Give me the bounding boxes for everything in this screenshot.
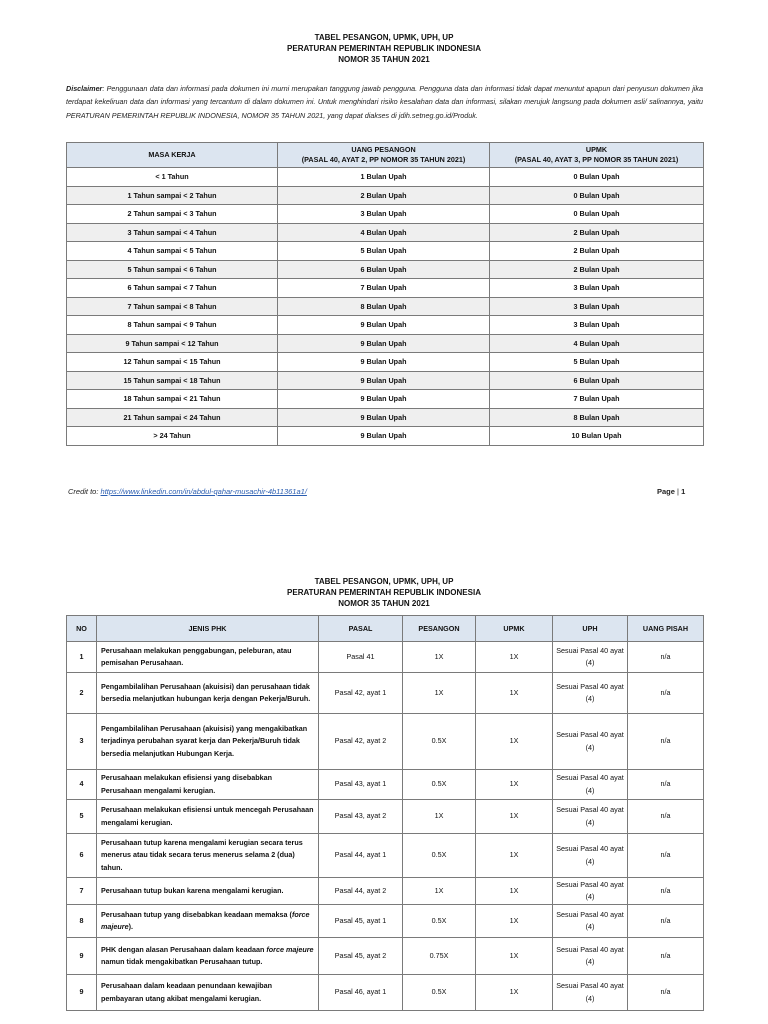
table-row <box>67 408 704 427</box>
cell-jenis-phk: Perusahaan melakukan penggabungan, peleburan, atau pemisahan Perusahaan. <box>97 642 319 673</box>
cell-upmk: 1X <box>476 878 553 905</box>
title-line: NOMOR 35 TAHUN 2021 <box>338 599 430 608</box>
table-row <box>67 186 704 205</box>
cell-masa: 2 Tahun sampai < 3 Tahun <box>67 205 278 224</box>
cell-upmk: 2 Bulan Upah <box>490 260 704 279</box>
cell-pesangon: 0.5X <box>403 834 476 878</box>
cell-pesangon: 0.5X <box>403 770 476 800</box>
disclaimer <box>66 82 703 122</box>
table-row <box>67 334 704 353</box>
cell-jenis-phk: Perusahaan tutup bukan karena mengalami kerugian. <box>97 878 319 905</box>
header-line: (PASAL 40, AYAT 2, PP NOMOR 35 TAHUN 2021) <box>301 155 466 164</box>
jenis-phk-table <box>66 615 704 1011</box>
table-row <box>67 834 704 878</box>
cell-uph: Sesuai Pasal 40 ayat (4) <box>553 905 628 938</box>
cell-masa: 6 Tahun sampai < 7 Tahun <box>67 279 278 298</box>
table-row <box>67 297 704 316</box>
cell-pasal: Pasal 42, ayat 2 <box>319 714 403 770</box>
cell-uang-pisah: n/a <box>628 905 704 938</box>
table-row <box>67 938 704 975</box>
cell-pesangon: 7 Bulan Upah <box>278 279 490 298</box>
cell-jenis-phk: Perusahaan melakukan efisiensi yang disebabkan Perusahaan mengalami kerugian. <box>97 770 319 800</box>
cell-uang-pisah: n/a <box>628 642 704 673</box>
header-upmk <box>490 143 704 168</box>
jenis-text: PHK dengan alasan Perusahaan dalam keadaan <box>101 944 267 954</box>
cell-no: 7 <box>67 878 97 905</box>
header-line: UANG PESANGON <box>351 145 416 154</box>
jenis-italic: force majeure <box>266 944 314 954</box>
cell-no: 9 <box>67 975 97 1011</box>
cell-jenis-phk: Perusahaan dalam keadaan penundaan kewajiban pembayaran utang akibat mengalami kerugian. <box>97 975 319 1011</box>
header-jenis-phk: JENIS PHK <box>97 616 319 642</box>
cell-upmk: 10 Bulan Upah <box>490 427 704 446</box>
cell-upmk: 3 Bulan Upah <box>490 297 704 316</box>
header-masa-kerja: MASA KERJA <box>67 143 278 168</box>
table-header-row <box>67 143 704 168</box>
cell-masa: < 1 Tahun <box>67 168 278 187</box>
cell-uph: Sesuai Pasal 40 ayat (4) <box>553 938 628 975</box>
cell-pesangon: 0.5X <box>403 975 476 1011</box>
cell-pesangon: 1X <box>403 642 476 673</box>
cell-masa: 18 Tahun sampai < 21 Tahun <box>67 390 278 409</box>
table-row <box>67 168 704 187</box>
disclaimer-text: : Penggunaan data dan informasi pada dokumen ini murni merupakan tanggung jawab pengguna. Pengguna data dan informasi tidak dapat menuntut apapun dari penyusun dokumen jika terdapat kekeliruan data dan informasi yang tercantum di dalam dokumen ini. Untuk menghindari risiko kesalahan data dan informasi, silakan merujuk langsung pada dokumen asli/ salinannya, yaitu PERATURAN PEMERINTAH REPUBLIK INDONESIA, NOMOR 35 TAHUN 2021, yang dapat diakses di jdih.setneg.go.id/Produk. <box>66 84 703 120</box>
cell-uph: Sesuai Pasal 40 ayat (4) <box>553 642 628 673</box>
disclaimer-label: Disclaimer <box>66 84 103 93</box>
table-row <box>67 427 704 446</box>
cell-no: 2 <box>67 673 97 714</box>
table-row <box>67 223 704 242</box>
cell-pesangon: 9 Bulan Upah <box>278 316 490 335</box>
jenis-text: ). <box>128 922 133 931</box>
credit-label: Credit to: <box>68 487 99 496</box>
cell-uph: Sesuai Pasal 40 ayat (4) <box>553 714 628 770</box>
cell-jenis-phk: Perusahaan melakukan efisiensi untuk mencegah Perusahaan mengalami kerugian. <box>97 800 319 834</box>
page-label: Page <box>657 487 675 496</box>
cell-pesangon: 8 Bulan Upah <box>278 297 490 316</box>
cell-uph: Sesuai Pasal 40 ayat (4) <box>553 975 628 1011</box>
cell-no: 1 <box>67 642 97 673</box>
cell-pesangon: 9 Bulan Upah <box>278 390 490 409</box>
cell-pasal: Pasal 44, ayat 2 <box>319 878 403 905</box>
cell-pesangon: 9 Bulan Upah <box>278 371 490 390</box>
cell-masa: 4 Tahun sampai < 5 Tahun <box>67 242 278 261</box>
cell-jenis-phk: Pengambilalihan Perusahaan (akuisisi) yang mengakibatkan terjadinya perubahan syarat kerja dan Pekerja/Buruh tidak bersedia melanjutkan Hubungan Kerja. <box>97 714 319 770</box>
cell-pesangon: 1 Bulan Upah <box>278 168 490 187</box>
cell-uang-pisah: n/a <box>628 878 704 905</box>
table-row <box>67 975 704 1011</box>
pesangon-upmk-table <box>66 142 704 446</box>
cell-uang-pisah: n/a <box>628 673 704 714</box>
header-uang-pesangon <box>278 143 490 168</box>
cell-masa: 15 Tahun sampai < 18 Tahun <box>67 371 278 390</box>
cell-upmk: 4 Bulan Upah <box>490 334 704 353</box>
cell-upmk: 2 Bulan Upah <box>490 242 704 261</box>
cell-no: 6 <box>67 834 97 878</box>
cell-no: 8 <box>67 905 97 938</box>
jenis-italic: force majeure <box>101 909 310 931</box>
table-row <box>67 390 704 409</box>
cell-upmk: 1X <box>476 800 553 834</box>
jenis-text: Perusahaan tutup yang disebabkan keadaan memaksa ( <box>101 909 292 919</box>
cell-uph: Sesuai Pasal 40 ayat (4) <box>553 770 628 800</box>
cell-uph: Sesuai Pasal 40 ayat (4) <box>553 878 628 905</box>
cell-upmk: 8 Bulan Upah <box>490 408 704 427</box>
header-pesangon: PESANGON <box>403 616 476 642</box>
cell-uang-pisah: n/a <box>628 834 704 878</box>
cell-upmk: 1X <box>476 770 553 800</box>
title-line: TABEL PESANGON, UPMK, UPH, UP <box>314 33 454 42</box>
cell-masa: 1 Tahun sampai < 2 Tahun <box>67 186 278 205</box>
cell-pasal: Pasal 43, ayat 1 <box>319 770 403 800</box>
cell-upmk: 1X <box>476 642 553 673</box>
table-row <box>67 279 704 298</box>
cell-uang-pisah: n/a <box>628 714 704 770</box>
table-row <box>67 714 704 770</box>
header-upmk: UPMK <box>476 616 553 642</box>
cell-upmk: 1X <box>476 673 553 714</box>
cell-masa: 5 Tahun sampai < 6 Tahun <box>67 260 278 279</box>
cell-upmk: 0 Bulan Upah <box>490 168 704 187</box>
cell-pasal: Pasal 41 <box>319 642 403 673</box>
header-line: (PASAL 40, AYAT 3, PP NOMOR 35 TAHUN 2021) <box>514 155 679 164</box>
cell-pasal: Pasal 43, ayat 2 <box>319 800 403 834</box>
table-row <box>67 260 704 279</box>
cell-upmk: 1X <box>476 975 553 1011</box>
cell-upmk: 1X <box>476 905 553 938</box>
table-row <box>67 800 704 834</box>
cell-pasal: Pasal 45, ayat 1 <box>319 905 403 938</box>
table-row <box>67 205 704 224</box>
title-line: PERATURAN PEMERINTAH REPUBLIK INDONESIA <box>287 44 481 53</box>
cell-masa: 7 Tahun sampai < 8 Tahun <box>67 297 278 316</box>
cell-upmk: 2 Bulan Upah <box>490 223 704 242</box>
cell-upmk: 3 Bulan Upah <box>490 279 704 298</box>
cell-no: 4 <box>67 770 97 800</box>
header-pasal: PASAL <box>319 616 403 642</box>
cell-pesangon: 9 Bulan Upah <box>278 427 490 446</box>
cell-upmk: 1X <box>476 834 553 878</box>
cell-pesangon: 1X <box>403 800 476 834</box>
cell-pesangon: 3 Bulan Upah <box>278 205 490 224</box>
cell-pesangon: 9 Bulan Upah <box>278 353 490 372</box>
cell-pesangon: 9 Bulan Upah <box>278 408 490 427</box>
cell-uph: Sesuai Pasal 40 ayat (4) <box>553 800 628 834</box>
title-line: PERATURAN PEMERINTAH REPUBLIK INDONESIA <box>287 588 481 597</box>
cell-pesangon: 6 Bulan Upah <box>278 260 490 279</box>
cell-pesangon: 1X <box>403 673 476 714</box>
table-row <box>67 878 704 905</box>
header-uang-pisah: UANG PISAH <box>628 616 704 642</box>
page-number <box>657 487 685 496</box>
cell-upmk: 3 Bulan Upah <box>490 316 704 335</box>
table-row <box>67 642 704 673</box>
cell-pasal: Pasal 45, ayat 2 <box>319 938 403 975</box>
cell-uang-pisah: n/a <box>628 770 704 800</box>
cell-jenis-phk <box>97 938 319 975</box>
header-no: NO <box>67 616 97 642</box>
page2-title <box>0 576 768 609</box>
cell-masa: 8 Tahun sampai < 9 Tahun <box>67 316 278 335</box>
cell-pesangon: 2 Bulan Upah <box>278 186 490 205</box>
cell-uang-pisah: n/a <box>628 938 704 975</box>
header-uph: UPH <box>553 616 628 642</box>
cell-jenis-phk: Perusahaan tutup karena mengalami kerugian secara terus menerus atau tidak secara terus menerus selama 2 (dua) tahun. <box>97 834 319 878</box>
title-line: NOMOR 35 TAHUN 2021 <box>338 55 430 64</box>
jenis-text: namun tidak mengakibatkan Perusahaan tutup. <box>101 957 263 966</box>
cell-masa: 12 Tahun sampai < 15 Tahun <box>67 353 278 372</box>
cell-masa: 21 Tahun sampai < 24 Tahun <box>67 408 278 427</box>
table-row <box>67 905 704 938</box>
cell-pesangon: 1X <box>403 878 476 905</box>
cell-masa: 3 Tahun sampai < 4 Tahun <box>67 223 278 242</box>
table-row <box>67 353 704 372</box>
cell-pasal: Pasal 42, ayat 1 <box>319 673 403 714</box>
cell-pesangon: 0.5X <box>403 714 476 770</box>
table-row <box>67 371 704 390</box>
credit-link[interactable]: https://www.linkedin.com/in/abdul-qahar-musachir-4b11361a1/ <box>100 487 307 496</box>
cell-pesangon: 9 Bulan Upah <box>278 334 490 353</box>
table-row <box>67 673 704 714</box>
cell-upmk: 1X <box>476 938 553 975</box>
cell-upmk: 0 Bulan Upah <box>490 205 704 224</box>
cell-upmk: 5 Bulan Upah <box>490 353 704 372</box>
table-row <box>67 316 704 335</box>
title-line: TABEL PESANGON, UPMK, UPH, UP <box>314 577 454 586</box>
table-row <box>67 242 704 261</box>
page-number-value: 1 <box>681 487 686 496</box>
cell-no: 9 <box>67 938 97 975</box>
cell-uph: Sesuai Pasal 40 ayat (4) <box>553 834 628 878</box>
cell-pasal: Pasal 46, ayat 1 <box>319 975 403 1011</box>
cell-uang-pisah: n/a <box>628 975 704 1011</box>
cell-upmk: 6 Bulan Upah <box>490 371 704 390</box>
cell-jenis-phk: Pengambilalihan Perusahaan (akuisisi) dan perusahaan tidak bersedia melanjutkan hubungan kerja dengan Pekerja/Buruh. <box>97 673 319 714</box>
cell-masa: > 24 Tahun <box>67 427 278 446</box>
cell-no: 5 <box>67 800 97 834</box>
table-row <box>67 770 704 800</box>
page1-title <box>0 32 768 65</box>
cell-upmk: 1X <box>476 714 553 770</box>
cell-pasal: Pasal 44, ayat 1 <box>319 834 403 878</box>
cell-pesangon: 4 Bulan Upah <box>278 223 490 242</box>
cell-no: 3 <box>67 714 97 770</box>
cell-pesangon: 0.75X <box>403 938 476 975</box>
cell-pesangon: 0.5X <box>403 905 476 938</box>
cell-masa: 9 Tahun sampai < 12 Tahun <box>67 334 278 353</box>
cell-upmk: 7 Bulan Upah <box>490 390 704 409</box>
credit <box>68 487 307 496</box>
cell-upmk: 0 Bulan Upah <box>490 186 704 205</box>
cell-jenis-phk <box>97 905 319 938</box>
cell-uang-pisah: n/a <box>628 800 704 834</box>
header-line: UPMK <box>585 145 608 154</box>
cell-pesangon: 5 Bulan Upah <box>278 242 490 261</box>
cell-uph: Sesuai Pasal 40 ayat (4) <box>553 673 628 714</box>
table-header-row <box>67 616 704 642</box>
page-separator: | <box>677 487 679 496</box>
